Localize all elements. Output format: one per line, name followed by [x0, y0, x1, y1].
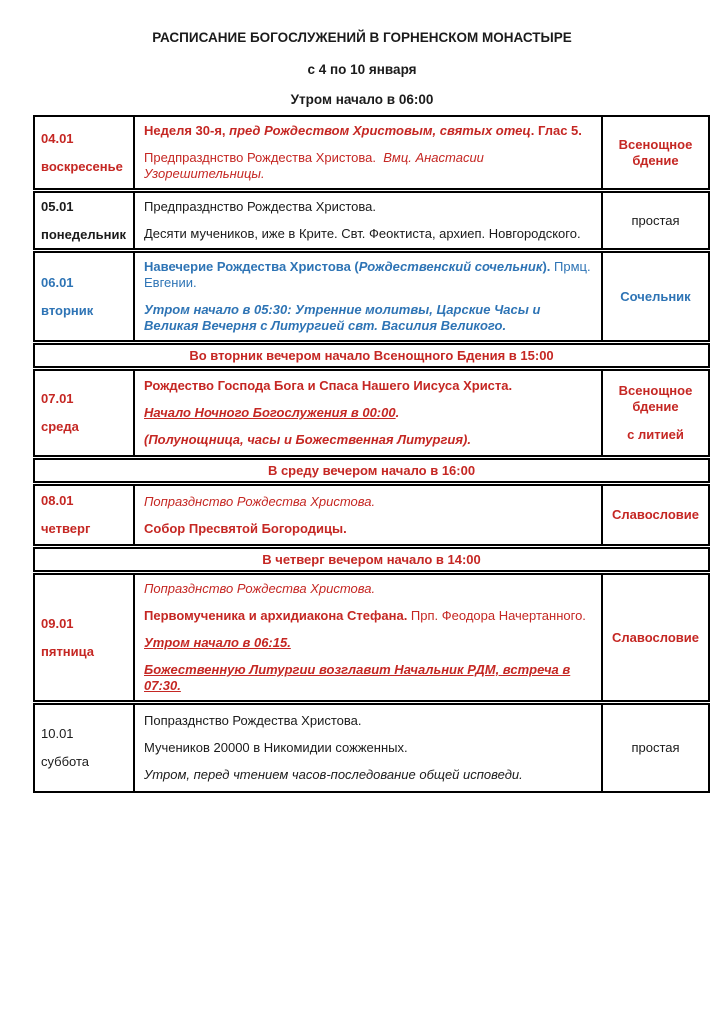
service-type-label: Сочельник: [620, 288, 691, 304]
text-segment: Прп. Феодора Начертанного.: [407, 608, 586, 623]
text-segment: . Глас 5.: [530, 123, 582, 138]
description-paragraph: [144, 608, 592, 624]
service-type-cell: [603, 193, 708, 248]
text-segment: Десяти мучеников, иже в Крите. Свт. Феоктиста, архиеп. Новгородского.: [144, 226, 581, 241]
text-segment: ).: [542, 259, 551, 274]
text-segment: Первомученика и архидиакона Стефана.: [144, 608, 408, 623]
text-segment: Попразднство Рождества Христова.: [144, 713, 362, 728]
description-paragraph: [144, 635, 592, 651]
banner-text: В среду вечером начало в 16:00: [267, 463, 476, 478]
date-value: 05.01: [41, 198, 74, 214]
description-paragraph: [144, 581, 592, 597]
schedule-banner-row: [33, 547, 710, 572]
document-header: [0, 0, 724, 107]
service-type-cell: [603, 117, 708, 188]
text-segment: Навечерие Рождества Христова (: [144, 259, 359, 274]
text-segment: Неделя 30-я,: [144, 123, 230, 138]
schedule-banner-row: [33, 343, 710, 368]
date-value: 06.01: [41, 274, 74, 290]
weekday-label: понедельник: [41, 226, 126, 242]
schedule-row: [33, 484, 710, 546]
text-segment: Предпразднство Рождества Христова.: [144, 199, 377, 214]
date-cell: [35, 253, 135, 340]
description-paragraph: [144, 432, 592, 448]
text-segment: Начало Ночного Богослужения в 00:00: [144, 405, 396, 420]
date-cell: [35, 117, 135, 188]
text-segment: Рождественский сочельник: [358, 259, 543, 274]
description-cell: [135, 371, 603, 455]
weekday-label: вторник: [41, 302, 94, 318]
text-segment: .: [395, 405, 400, 420]
service-type-cell: [603, 575, 708, 700]
service-type-cell: [603, 253, 708, 340]
schedule-row: [33, 573, 710, 702]
service-type-cell: [603, 486, 708, 544]
description-paragraph: [144, 713, 592, 729]
text-segment: Утром начало в 05:30: Утренние молитвы, Царские Часы и Великая Вечерня с Литургией свт. Василия Великого.: [144, 302, 541, 333]
banner-text: Во вторник вечером начало Всенощного Бдения в 15:00: [189, 348, 554, 363]
description-paragraph: [144, 123, 592, 139]
date-cell: [35, 193, 135, 248]
text-segment: Предпразднство Рождества Христова.: [144, 150, 384, 165]
description-paragraph: [144, 740, 592, 756]
service-type-label: простая: [631, 212, 680, 228]
text-segment: Мучеников 20000 в Никомидии сожженных.: [144, 740, 408, 755]
date-value: 04.01: [41, 130, 74, 146]
date-value: 07.01: [41, 391, 74, 406]
text-segment: Прмц. Евгении.: [144, 259, 591, 290]
description-paragraph: [144, 378, 592, 394]
service-type-label: с литией: [627, 427, 684, 442]
schedule-row: [33, 703, 710, 793]
description-cell: [135, 575, 603, 700]
description-cell: [135, 705, 603, 791]
service-type-cell: [603, 371, 708, 455]
schedule-row: [33, 251, 710, 342]
description-paragraph: [144, 226, 592, 242]
weekday-label: воскресенье: [41, 158, 123, 174]
description-cell: [135, 253, 603, 340]
service-type-label: Всенощное бдение: [618, 136, 693, 168]
date-value: 09.01: [41, 615, 74, 631]
date-value: 10.01: [41, 726, 74, 741]
banner-text: В четверг вечером начало в 14:00: [262, 552, 481, 567]
service-type-label: Славословие: [612, 507, 699, 522]
schedule-table: [33, 115, 710, 793]
description-paragraph: [144, 259, 592, 291]
schedule-row: [33, 191, 710, 250]
date-cell: [35, 705, 135, 791]
description-paragraph: [144, 302, 592, 334]
service-type-label: Всенощное бдение: [618, 383, 693, 414]
morning-start-note: Утром начало в 06:00: [290, 92, 434, 107]
description-paragraph: [144, 521, 592, 537]
weekday-label: суббота: [41, 754, 90, 769]
text-segment: Попразднство Рождества Христова.: [144, 581, 376, 596]
date-cell: [35, 371, 135, 455]
text-segment: Рождество Господа Бога и Спаса Нашего Иисуса Христа.: [144, 378, 513, 393]
description-paragraph: [144, 150, 592, 182]
date-range: с 4 по 10 января: [307, 62, 417, 77]
service-type-label: простая: [631, 740, 680, 755]
description-cell: [135, 193, 603, 248]
text-segment: Попразднство Рождества Христова.: [144, 493, 376, 509]
text-segment: Вмц. Анастасии Узорешительницы.: [144, 150, 484, 181]
text-segment: пред Рождеством Христовым, святых отец: [229, 123, 531, 138]
schedule-banner-row: [33, 458, 710, 483]
weekday-label: среда: [41, 419, 79, 434]
text-segment: Утром, перед чтением часов-последование общей исповеди.: [144, 767, 523, 782]
weekday-label: пятница: [41, 643, 95, 659]
date-value: 08.01: [41, 493, 74, 508]
text-segment: Божественную Литургии возглавит Начальник РДМ, встреча в 07:30.: [144, 662, 571, 693]
description-paragraph: [144, 405, 592, 421]
schedule-row: [33, 369, 710, 457]
service-type-label: Славословие: [612, 629, 699, 645]
description-cell: [135, 117, 603, 188]
description-paragraph: [144, 199, 592, 215]
description-cell: [135, 486, 603, 544]
service-type-cell: [603, 705, 708, 791]
date-cell: [35, 486, 135, 544]
description-paragraph: [144, 662, 592, 694]
text-segment: Утром начало в 06:15.: [144, 635, 291, 650]
description-paragraph: [144, 494, 592, 510]
weekday-label: четверг: [41, 521, 91, 536]
date-cell: [35, 575, 135, 700]
text-segment: Собор Пресвятой Богородицы.: [144, 520, 347, 536]
schedule-row: [33, 115, 710, 190]
text-segment: (Полунощница, часы и Божественная Литургия).: [144, 432, 471, 447]
description-paragraph: [144, 767, 592, 783]
page-title: РАСПИСАНИЕ БОГОСЛУЖЕНИЙ В ГОРНЕНСКОМ МОНАСТЫРЕ: [152, 30, 572, 45]
